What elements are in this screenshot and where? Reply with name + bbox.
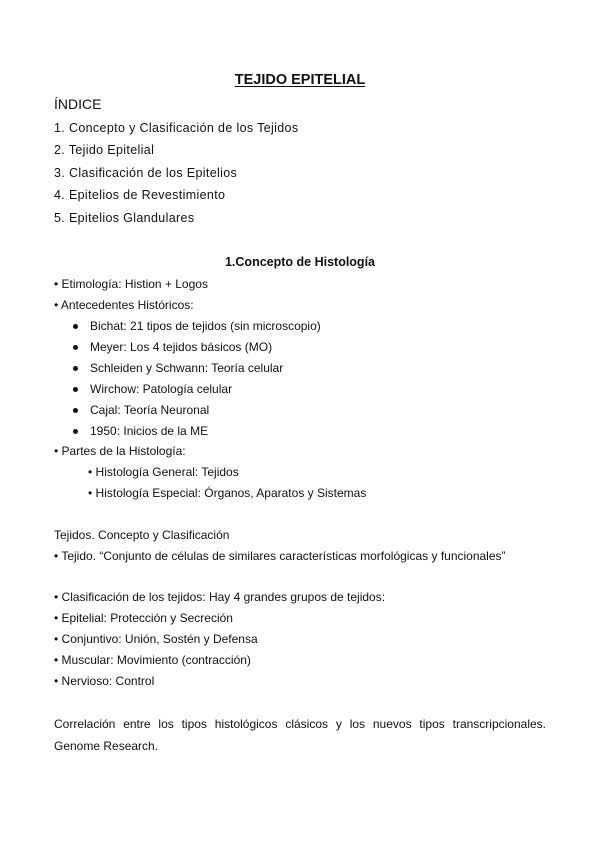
antecedentes-line: • Antecedentes Históricos: [54, 298, 194, 312]
partes-line: • Partes de la Histología: [54, 444, 186, 458]
tejidos-heading: Tejidos. Concepto y Clasificación [54, 528, 230, 542]
index-item: 3. Clasificación de los Epitelios [54, 166, 238, 180]
index-item: 5. Epitelios Glandulares [54, 211, 195, 225]
grupo-item: • Conjuntivo: Unión, Sostén y Defensa [54, 632, 258, 646]
tejido-definicion: • Tejido. “Conjunto de células de similares características morfológicas y funcionales” [54, 549, 506, 563]
grupo-item: • Nervioso: Control [54, 674, 155, 688]
section-title: 1.Concepto de Histología [224, 255, 375, 269]
historico-item: Wirchow: Patología celular [90, 382, 232, 396]
bullet-icon [73, 366, 78, 371]
historico-item: Meyer: Los 4 tejidos básicos (MO) [90, 340, 272, 354]
grupo-item: • Muscular: Movimiento (contracción) [54, 653, 251, 667]
partes-item: • Histología Especial: Órganos, Aparatos y Sistemas [88, 486, 367, 500]
bullet-icon [73, 408, 78, 413]
index-item: 4. Epitelios de Revestimiento [54, 188, 226, 202]
historico-item: Schleiden y Schwann: Teoría celular [90, 361, 283, 375]
partes-item: • Histología General: Tejidos [88, 465, 239, 479]
historico-item: 1950: Inicios de la ME [90, 424, 208, 438]
historico-item: Cajal: Teoría Neuronal [90, 403, 209, 417]
bullet-icon [73, 345, 78, 350]
bullet-icon [73, 429, 78, 434]
correlacion-paragraph: Correlación entre los tipos histológicos clásicos y los nuevos tipos transcripcionales. Genome Research. [54, 717, 546, 753]
bullet-icon [73, 324, 78, 329]
etimologia-line: • Etimología: Histion + Logos [54, 277, 208, 291]
historico-item: Bichat: 21 tipos de tejidos (sin microscopio) [90, 319, 321, 333]
index-item: 2. Tejido Epitelial [54, 143, 155, 157]
bullet-icon [73, 387, 78, 392]
index-heading: ÍNDICE [54, 96, 102, 112]
index-item: 1. Concepto y Clasificación de los Tejidos [54, 121, 299, 135]
grupo-item: • Epitelial: Protección y Secreción [54, 611, 233, 625]
document-title: TEJIDO EPITELIAL [234, 72, 366, 88]
clasificacion-line: • Clasificación de los tejidos: Hay 4 grandes grupos de tejidos: [54, 590, 386, 604]
